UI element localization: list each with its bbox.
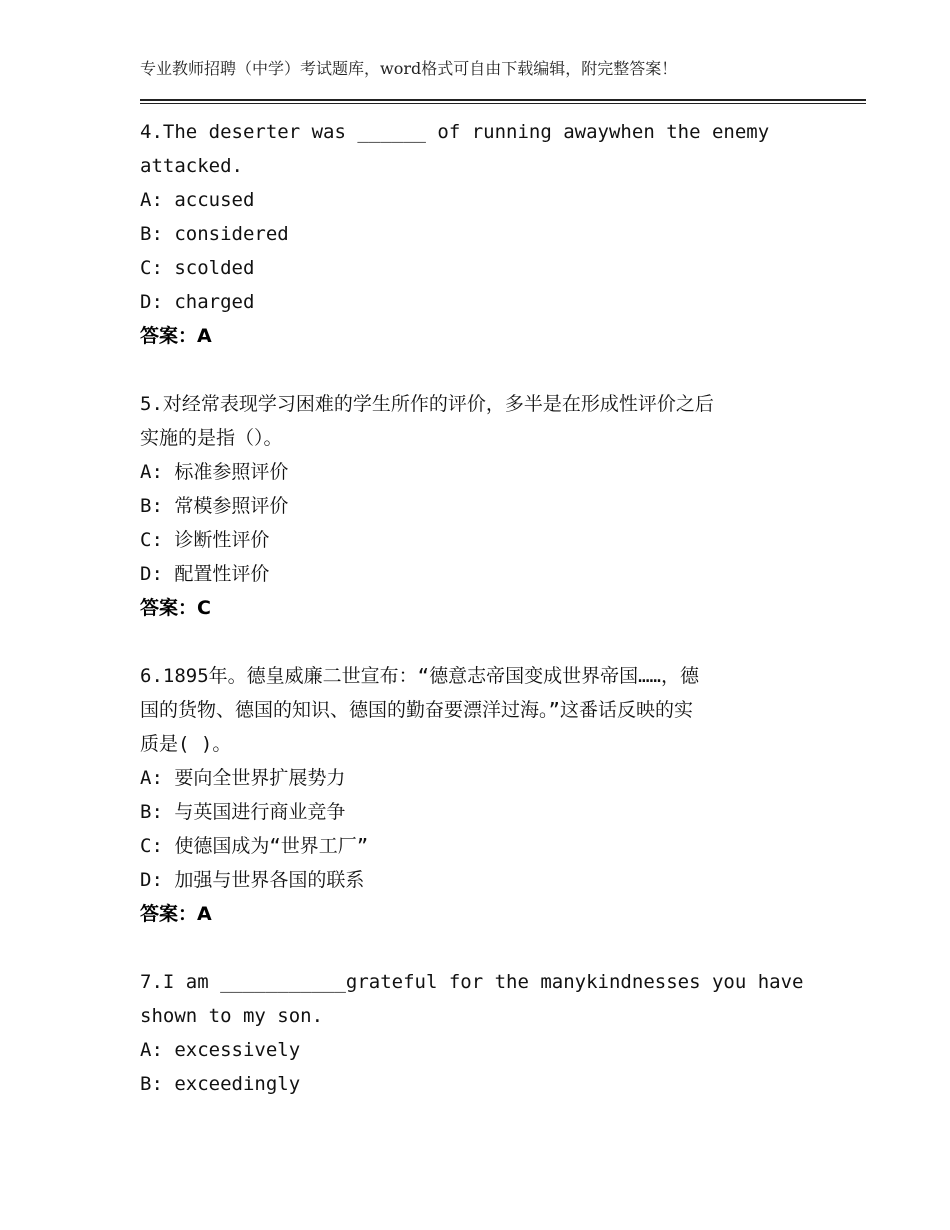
option-c: C: scolded [140,257,255,279]
question-list [140,115,820,1135]
option-b: B: exceedingly [140,1073,301,1095]
question-stem-line: 实施的是指（）。 [140,427,283,449]
option-d: D: 加强与世界各国的联系 [140,869,365,891]
option-a: A: accused [140,189,255,211]
option-b: B: 与英国进行商业竞争 [140,801,346,823]
question-stem-line: 7.I am ___________grateful for the manykindnesses you have [140,971,804,993]
option-a: A: 标准参照评价 [140,461,289,483]
question-stem-line: 6.1895年。德皇威廉二世宣布：“德意志帝国变成世界帝国……，德 [140,665,699,687]
option-c: C: 使德国成为“世界工厂” [140,835,369,857]
option-a: A: excessively [140,1039,301,1061]
question-6 [140,659,820,931]
header-divider [140,99,866,101]
option-d: D: charged [140,291,255,313]
question-stem-line: 质是( )。 [140,733,232,755]
answer-label: 答案：C [140,597,211,619]
option-c: C: 诊断性评价 [140,529,270,551]
question-4 [140,115,820,353]
option-b: B: considered [140,223,289,245]
option-b: B: 常模参照评价 [140,495,289,517]
option-d: D: 配置性评价 [140,563,270,585]
option-a: A: 要向全世界扩展势力 [140,767,346,789]
question-stem-line: 4.The deserter was ______ of running awaywhen the enemy [140,121,770,143]
answer-label: 答案：A [140,325,212,347]
page-header: 专业教师招聘（中学）考试题库，word格式可自由下载编辑，附完整答案！ [140,59,678,78]
answer-label: 答案：A [140,903,212,925]
question-stem-line: 5.对经常表现学习困难的学生所作的评价，多半是在形成性评价之后 [140,393,714,415]
question-5 [140,387,820,625]
header-divider-thin [140,103,866,104]
question-stem-line: attacked. [140,155,243,177]
question-stem-line: shown to my son. [140,1005,324,1027]
question-7 [140,965,820,1101]
question-stem-line: 国的货物、德国的知识、德国的勤奋要漂洋过海。”这番话反映的实 [140,699,693,721]
